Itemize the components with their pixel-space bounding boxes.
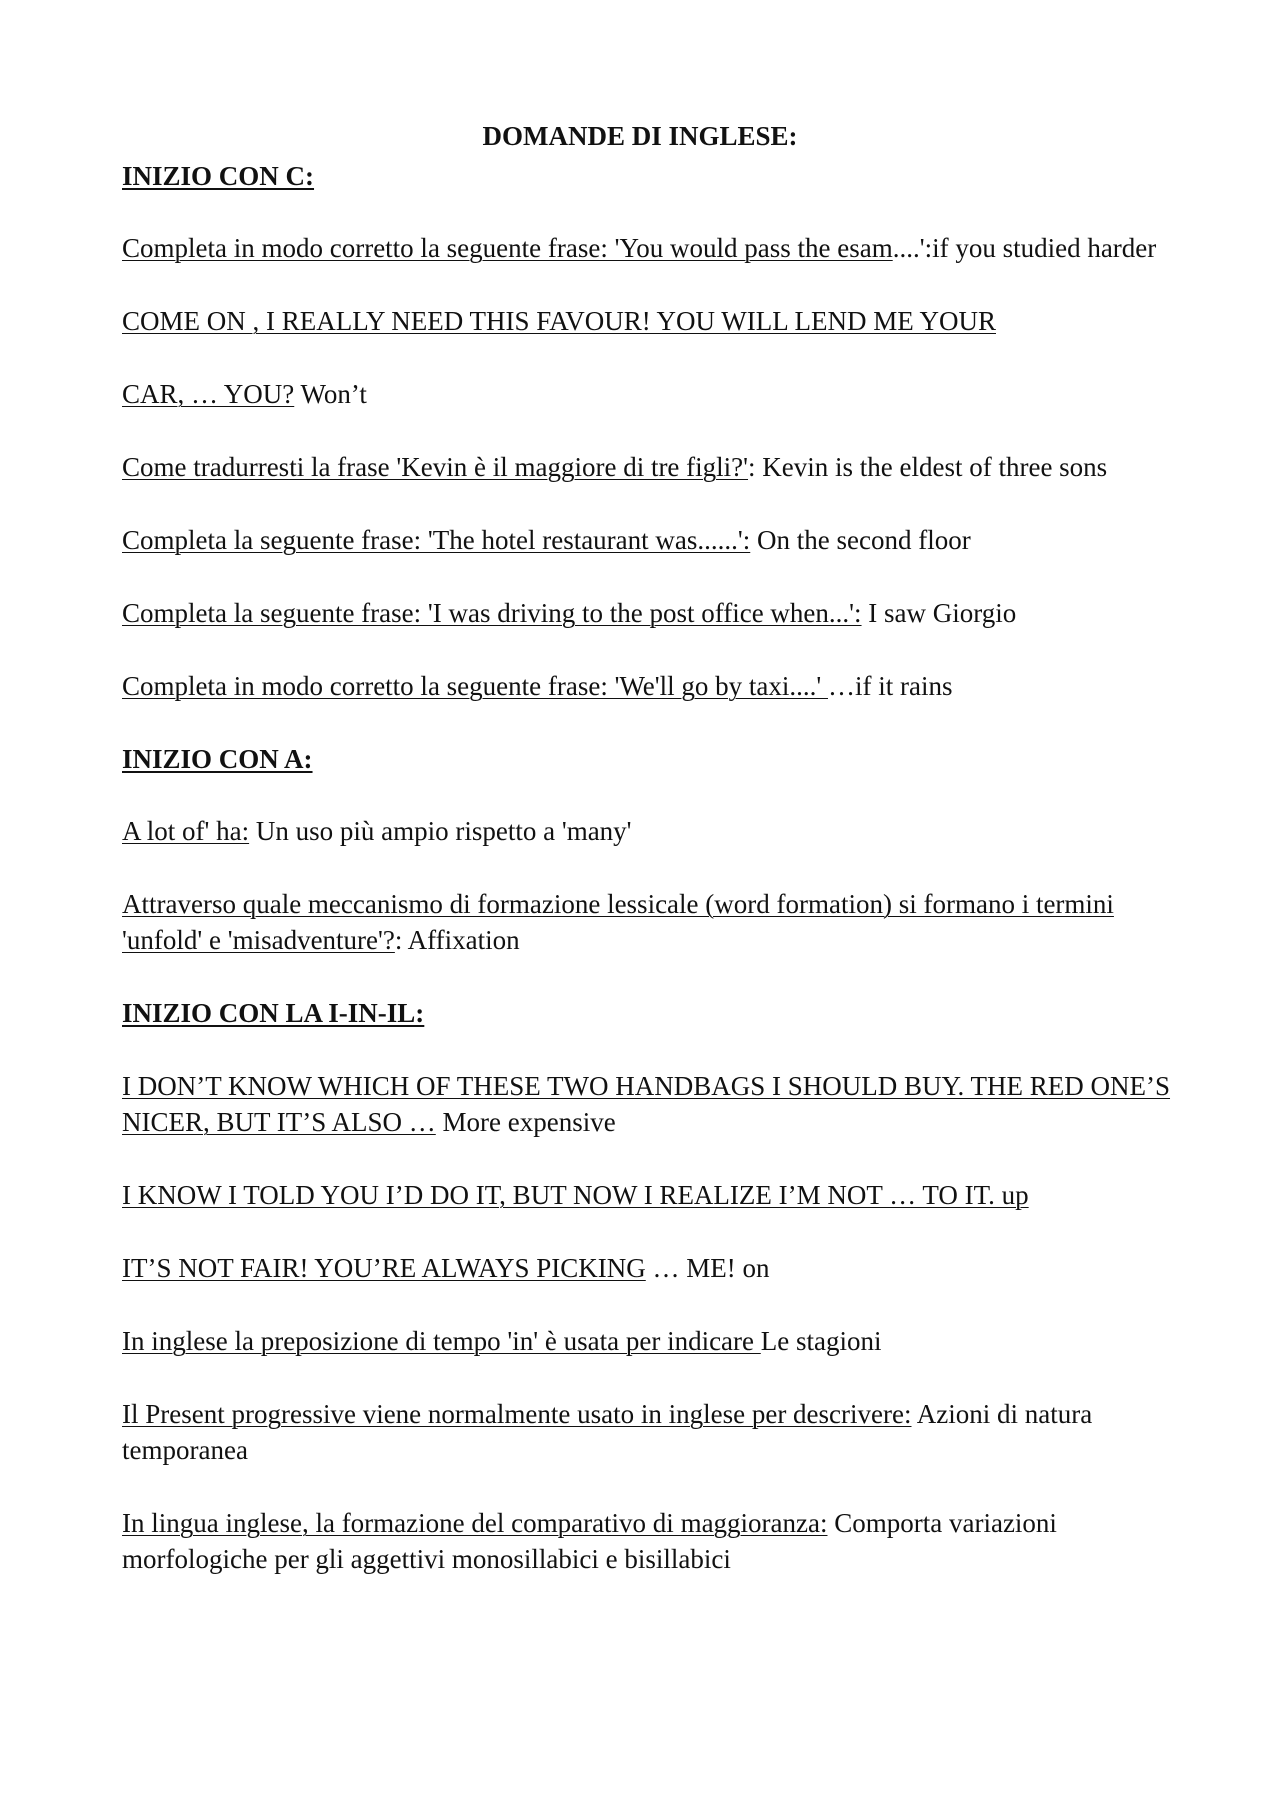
answer-text: : Affixation	[394, 925, 520, 955]
question-text: I DON’T KNOW WHICH OF THESE TWO HANDBAGS I SHOULD BUY. THE RED ONE’S NICER, BUT IT’S ALSO …	[122, 1071, 1171, 1137]
answer-text: …if it rains	[827, 671, 953, 701]
question-text: I KNOW I TOLD YOU I’D DO IT, BUT NOW I REALIZE I’M NOT … TO IT. up	[122, 1180, 1029, 1210]
section-heading-i: INIZIO CON LA I-IN-IL:	[122, 998, 425, 1028]
question-text: Attraverso quale meccanismo di formazione lessicale (word formation) si formano i termini 'unfold' e 'misadventure'?	[122, 889, 1114, 955]
document-title: DOMANDE DI INGLESE:	[482, 121, 798, 151]
question-item	[122, 1323, 1172, 1359]
question-text: In lingua inglese, la formazione del comparativo di maggioranza:	[122, 1508, 828, 1538]
answer-text: ....':if you studied harder	[892, 233, 1157, 263]
question-text: IT’S NOT FAIR! YOU’RE ALWAYS PICKING	[122, 1253, 646, 1283]
question-text: In inglese la preposizione di tempo 'in' è usata per indicare	[122, 1326, 761, 1356]
answer-text: More expensive	[435, 1107, 616, 1137]
section-heading-a: INIZIO CON A:	[122, 744, 313, 774]
question-text: Completa in modo corretto la seguente frase: 'You would pass the esam	[122, 233, 893, 263]
answer-text: … ME! on	[645, 1253, 770, 1283]
question-text: Il Present progressive viene normalmente usato in inglese per descrivere:	[122, 1399, 912, 1429]
document-body	[122, 158, 1172, 1577]
question-item	[122, 522, 1172, 558]
question-item	[122, 1396, 1172, 1468]
answer-text: On the second floor	[750, 525, 971, 555]
question-text: A lot of' ha:	[122, 816, 250, 846]
answer-text: Won’t	[294, 379, 367, 409]
question-item	[122, 886, 1172, 958]
question-text: CAR, … YOU?	[122, 379, 295, 409]
question-item	[122, 376, 1172, 412]
answer-text: Le stagioni	[760, 1326, 882, 1356]
answer-text: Comporta variazioni morfologiche per gli aggettivi monosillabici e bisillabici	[122, 1508, 1057, 1574]
question-item	[122, 449, 1172, 485]
question-item	[122, 303, 1172, 339]
question-item	[122, 1250, 1172, 1286]
question-item	[122, 668, 1172, 704]
question-text: COME ON , I REALLY NEED THIS FAVOUR! YOU WILL LEND ME YOUR	[122, 306, 996, 336]
question-item	[122, 595, 1172, 631]
answer-text: Azioni di natura temporanea	[122, 1399, 1093, 1465]
question-item	[122, 1505, 1172, 1577]
section-heading-c: INIZIO CON C:	[122, 161, 315, 191]
question-item	[122, 1177, 1172, 1213]
question-item	[122, 230, 1172, 266]
question-item	[122, 813, 1172, 849]
question-text: Completa la seguente frase: 'The hotel restaurant was......':	[122, 525, 751, 555]
question-text: Come tradurresti la frase 'Kevin è il maggiore di tre figli?'	[122, 452, 749, 482]
question-item	[122, 1068, 1172, 1140]
question-text: Completa la seguente frase: 'I was driving to the post office when...':	[122, 598, 862, 628]
question-text: Completa in modo corretto la seguente frase: 'We'll go by taxi....'	[122, 671, 828, 701]
answer-text: : Kevin is the eldest of three sons	[748, 452, 1108, 482]
answer-text: Un uso più ampio rispetto a 'many'	[249, 816, 632, 846]
answer-text: I saw Giorgio	[861, 598, 1017, 628]
